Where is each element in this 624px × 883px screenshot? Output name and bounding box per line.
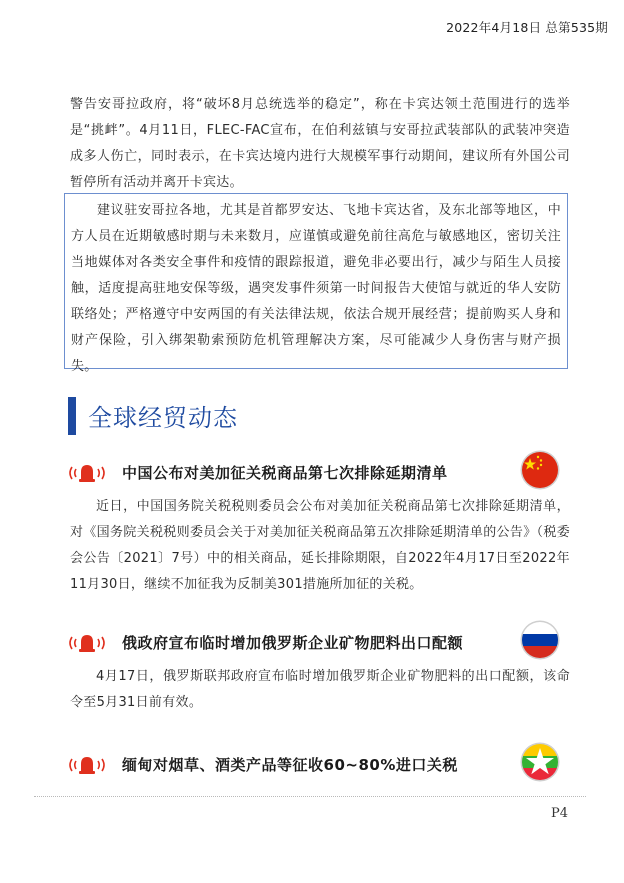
- alarm-bell-icon: [66, 458, 112, 488]
- news-header: [66, 628, 566, 658]
- news-header: [66, 458, 566, 488]
- news-header: [66, 750, 566, 780]
- section-accent-bar: [68, 397, 76, 435]
- russia-flag-icon: [520, 620, 560, 660]
- section-title: 全球经贸动态: [88, 404, 238, 432]
- footer-divider: [34, 796, 586, 797]
- issue-date-header: 2022年4月18日 总第535期: [446, 20, 608, 35]
- security-advice-box: [64, 193, 568, 374]
- page-number: P4: [550, 806, 568, 821]
- myanmar-flag-icon: [520, 742, 560, 782]
- security-advice-text: 建议驻安哥拉各地，尤其是首都罗安达、飞地卡宾达省，及东北部等地区，中方人员在近期敏感时期与未来数月，应谨慎或避免前往高危与敏感地区，密切关注当地媒体对各类安全事件和疫情的跟踪报道，避免非必要出行，减少与陌生人员接触，适度提高驻地安保等级，遇突发事件须第一时间报告大使馆与就近的华人安防联络处；严格遵守中安两国的有关法律法规，依法合规开展经营；提前购买人身和财产保险，引入绑架勒索预防危机管理解决方案，尽可能减少人身伤害与财产损失。: [71, 203, 561, 374]
- alarm-bell-icon: [66, 628, 112, 658]
- news-title: 缅甸对烟草、酒类产品等征收60~80%进口关税: [122, 756, 458, 774]
- alarm-bell-icon: [66, 750, 112, 780]
- news-title: 俄政府宣布临时增加俄罗斯企业矿物肥料出口配额: [122, 634, 464, 652]
- china-flag-icon: [520, 450, 560, 490]
- news-body: 近日，中国国务院关税税则委员会公布对美加征关税商品第七次排除延期清单，对《国务院关税税则委员会关于对美加征关税商品第五次排除延期清单的公告》（税委会公告〔2021〕7号）中的相关商品，延长排除期限，自2022年4月17日至2022年11月30日，继续不加征我为反制美301措施所加征的关税。: [70, 499, 570, 592]
- news-body: 4月17日，俄罗斯联邦政府宣布临时增加俄罗斯企业矿物肥料的出口配额，该命令至5月31日前有效。: [70, 669, 570, 710]
- news-title: 中国公布对美加征关税商品第七次排除延期清单: [122, 464, 448, 482]
- intro-paragraph: 警告安哥拉政府，将“破坏8月总统选举的稳定”，称在卡宾达领土范围进行的选举是“挑衅”。4月11日，FLEC-FAC宣布，在伯利兹镇与安哥拉武装部队的武装冲突造成多人伤亡，同时表示，在卡宾达境内进行大规模军事行动期间，建议所有外国公司暂停所有活动并离开卡宾达。: [70, 97, 570, 190]
